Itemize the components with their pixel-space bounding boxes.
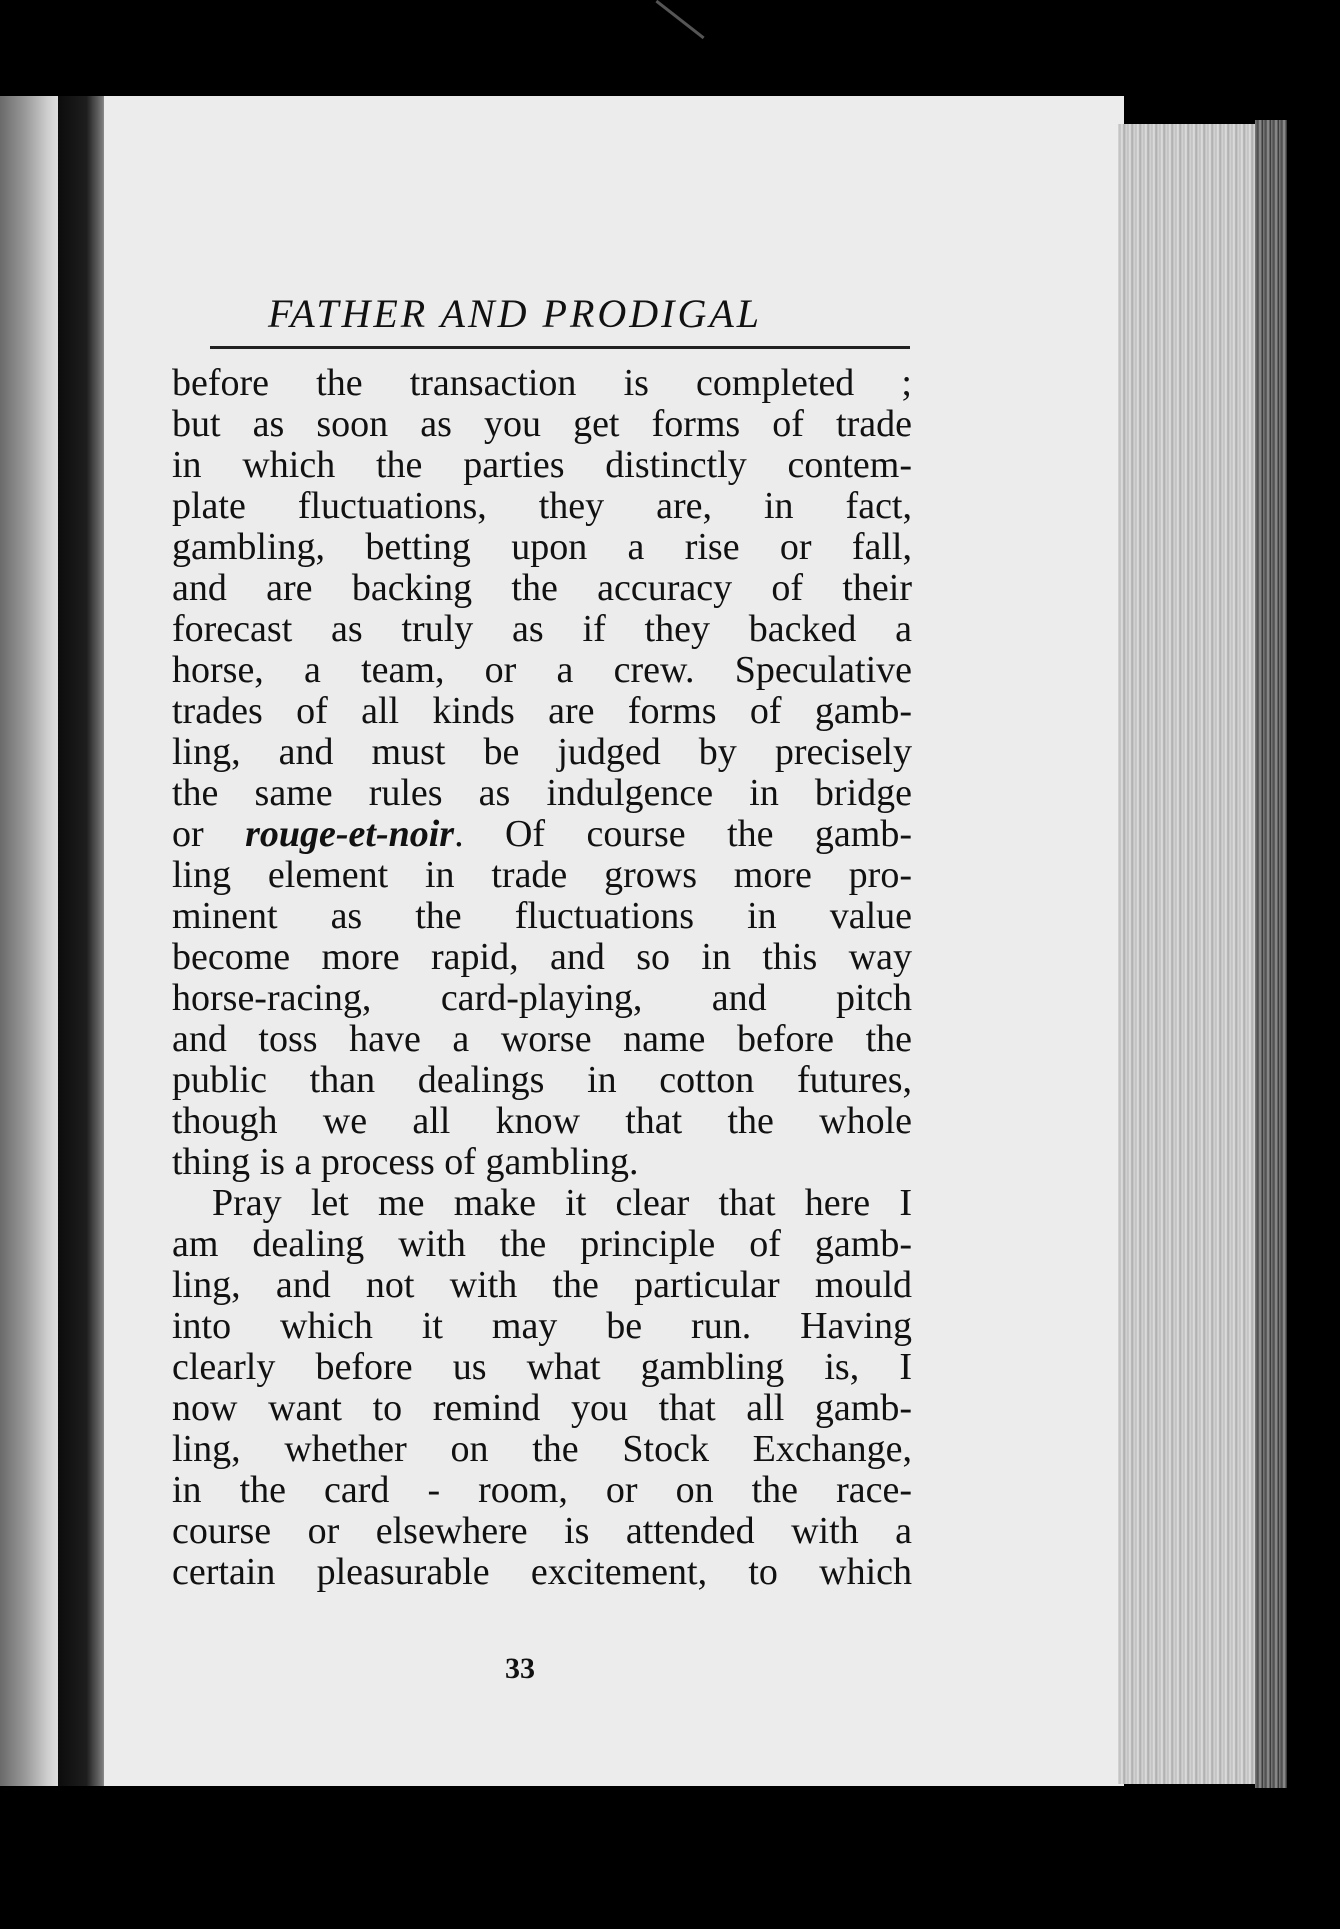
- book-gutter: [58, 96, 110, 1786]
- text-line: am dealing with the principle of gamb-: [172, 1223, 912, 1265]
- head-rule: [210, 346, 910, 349]
- text-line: thing is a process of gambling.: [172, 1141, 639, 1183]
- text-line: horse-racing, card-playing, and pitch: [172, 977, 912, 1019]
- facing-page-edge: [0, 96, 64, 1786]
- text-line: ling element in trade grows more pro-: [172, 854, 912, 896]
- text-line: gambling, betting upon a rise or fall,: [172, 526, 912, 568]
- text-line: though we all know that the whole: [172, 1100, 912, 1142]
- text-line: now want to remind you that all gamb-: [172, 1387, 912, 1429]
- text-line: the same rules as indulgence in bridge: [172, 772, 912, 814]
- text-line: horse, a team, or a crew. Speculative: [172, 649, 912, 691]
- text-line: course or elsewhere is attended with a: [172, 1510, 912, 1552]
- text-line: and are backing the accuracy of their: [172, 567, 912, 609]
- scan-artifact: [655, 0, 704, 39]
- text-line: before the transaction is completed ;: [172, 362, 912, 404]
- book-fore-edge: [1255, 120, 1287, 1788]
- text-line: or rouge-et-noir. Of course the gamb-: [172, 813, 913, 855]
- text-line: certain pleasurable excitement, to which: [172, 1551, 912, 1593]
- text-line: clearly before us what gambling is, I: [172, 1346, 912, 1388]
- text-line: plate fluctuations, they are, in fact,: [172, 485, 912, 527]
- text-line: into which it may be run. Having: [172, 1305, 912, 1347]
- text-line: become more rapid, and so in this way: [172, 936, 912, 978]
- text-line: in the card - room, or on the race-: [172, 1469, 912, 1511]
- page-content: [148, 270, 918, 1593]
- body-text: [148, 363, 918, 1593]
- paragraph-1: [148, 363, 918, 1183]
- text-line: and toss have a worse name before the: [172, 1018, 912, 1060]
- running-head: FATHER AND PRODIGAL: [268, 291, 763, 336]
- text-line: trades of all kinds are forms of gamb-: [172, 690, 912, 732]
- text-line: in which the parties distinctly contem-: [172, 444, 912, 486]
- paragraph-2: [148, 1183, 918, 1593]
- text-line: ling, and must be judged by precisely: [172, 731, 912, 773]
- italic-term: rouge-et-noir: [245, 813, 455, 855]
- page-stack-edge: [1118, 124, 1268, 1784]
- text-line: forecast as truly as if they backed a: [172, 608, 912, 650]
- text-line: ling, whether on the Stock Exchange,: [172, 1428, 912, 1470]
- text-line: minent as the fluctuations in value: [172, 895, 912, 937]
- text-line: Pray let me make it clear that here I: [212, 1182, 912, 1224]
- page-number: 33: [505, 1652, 535, 1685]
- text-line: but as soon as you get forms of trade: [172, 403, 912, 445]
- text-line: public than dealings in cotton futures,: [172, 1059, 912, 1101]
- text-line: ling, and not with the particular mould: [172, 1264, 912, 1306]
